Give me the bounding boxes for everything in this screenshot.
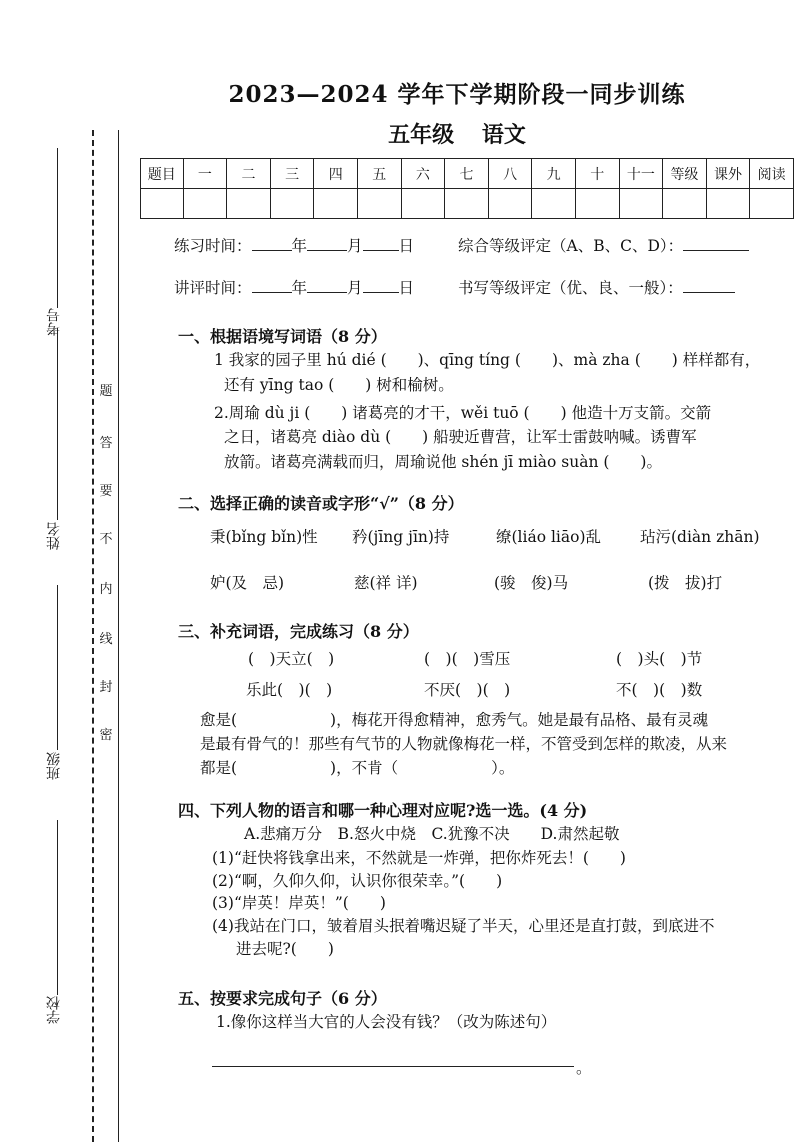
q2-choice[interactable]: 缭(liáo liāo)乱: [496, 528, 601, 546]
q3-idiom[interactable]: ( )头( )节: [616, 650, 703, 668]
q2-choice[interactable]: 矜(jīng jīn)持: [352, 528, 450, 546]
q2-choice[interactable]: 玷污(diàn zhān): [640, 528, 760, 546]
seal-char: 内: [99, 582, 113, 597]
q3-paragraph-line: 是最有骨气的！那些有气节的人物就像梅花一样，不管受到怎样的欺凌，从来: [200, 735, 728, 753]
score-header-cell: 五: [357, 159, 401, 189]
q4-options: A.悲痛万分 B.怒火中烧 C.犹豫不决 D.肃然起敬: [244, 825, 620, 843]
score-header-cell: 十: [575, 159, 619, 189]
practice-year-blank[interactable]: [252, 236, 292, 251]
seal-char: 密: [99, 728, 113, 743]
score-input-cell[interactable]: [750, 189, 794, 219]
seal-char: 答: [99, 436, 113, 451]
q4-item[interactable]: 进去呢?( ): [236, 940, 334, 958]
score-input-cell[interactable]: [706, 189, 750, 219]
q5-answer-line[interactable]: [212, 1066, 574, 1067]
q2-choice[interactable]: (骏 俊)马: [494, 574, 569, 592]
q5-item: 1.像你这样当大官的人会没有钱？（改为陈述句）: [216, 1013, 557, 1031]
exam-number-label: 考号: [46, 308, 62, 336]
q5-heading: 五、按要求完成句子（6 分）: [178, 989, 387, 1008]
grade-label: 五年级: [388, 122, 455, 148]
q2-choice[interactable]: 秉(bǐng bǐn)性: [210, 528, 318, 546]
score-table: [140, 158, 794, 219]
day-label: 日: [398, 237, 415, 255]
score-table-input-row: [141, 189, 794, 219]
review-day-blank[interactable]: [363, 278, 399, 293]
q2-choice[interactable]: 慈(祥 详): [354, 574, 418, 592]
writing-grade-row: [458, 276, 735, 298]
score-input-cell[interactable]: [141, 189, 184, 219]
name-blank[interactable]: [57, 328, 58, 520]
q4-heading: 四、下列人物的语言和哪一种心理对应呢?选一选。(4 分): [178, 801, 588, 820]
seal-char: 封: [99, 680, 113, 695]
score-input-cell[interactable]: [445, 189, 489, 219]
score-header-cell: 课外: [706, 159, 750, 189]
score-input-cell[interactable]: [488, 189, 532, 219]
score-input-cell[interactable]: [183, 189, 227, 219]
q4-item[interactable]: (2)“啊，久仰久仰，认识你很荣幸。”( ): [212, 872, 503, 890]
year-label: 年: [291, 237, 308, 255]
score-header-cell: 二: [227, 159, 271, 189]
seal-char: 要: [99, 484, 113, 499]
page-title: 2023—2024 学年下学期阶段一同步训练: [228, 81, 686, 108]
exam-number-blank[interactable]: [57, 148, 58, 308]
q4-item[interactable]: (1)“赶快将钱拿出来，不然就是一炸弹，把你炸死去！( ): [212, 849, 626, 867]
score-header-cell: 六: [401, 159, 445, 189]
q5-end-mark: 。: [576, 1059, 592, 1077]
cut-dashed-line: [92, 130, 94, 1142]
practice-month-blank[interactable]: [307, 236, 347, 251]
practice-time-row: [174, 234, 414, 256]
class-blank[interactable]: [57, 585, 58, 750]
month-label: 月: [347, 237, 363, 255]
q1-line: 之日，诸葛亮 diào dù ( ) 船驶近曹营，让军士雷鼓呐喊。诱曹军: [224, 428, 697, 446]
score-input-cell[interactable]: [619, 189, 663, 219]
q3-heading: 三、补充词语，完成练习（8 分）: [178, 622, 419, 641]
q3-idiom[interactable]: 乐此( )( ): [246, 681, 333, 699]
q2-choice[interactable]: 妒(及 忌): [210, 574, 285, 592]
writing-grade-blank[interactable]: [683, 278, 735, 293]
q2-heading: 二、选择正确的读音或字形“√”（8 分）: [178, 494, 464, 513]
month-label: 月: [347, 279, 363, 297]
score-header-cell: 四: [314, 159, 358, 189]
seal-solid-line: [118, 130, 119, 1142]
q3-idiom[interactable]: 不厌( )( ): [424, 681, 511, 699]
subject-label: 语文: [481, 122, 526, 148]
q4-item[interactable]: (4)我站在门口，皱着眉头抿着嘴迟疑了半天，心里还是直打鼓，到底进不: [212, 917, 715, 935]
q1-heading: 一、根据语境写词语（8 分）: [178, 327, 387, 346]
q3-idiom[interactable]: 不( )( )数: [616, 681, 703, 699]
writing-grade-label: 书写等级评定（优、良、一般）：: [458, 279, 683, 297]
practice-time-label: 练习时间：: [174, 237, 252, 255]
seal-char: 线: [99, 632, 113, 647]
q1-line: 1 我家的园子里 hú dié ( )、qīng tíng ( )、mà zha ( ) 样样都有，: [214, 351, 761, 369]
overall-grade-blank[interactable]: [683, 236, 749, 251]
score-header-cell: 三: [270, 159, 314, 189]
seal-char: 不: [99, 532, 113, 547]
score-input-cell[interactable]: [314, 189, 358, 219]
practice-day-blank[interactable]: [363, 236, 399, 251]
score-header-cell: 八: [488, 159, 532, 189]
score-input-cell[interactable]: [532, 189, 576, 219]
review-month-blank[interactable]: [307, 278, 347, 293]
binding-strip: [0, 60, 125, 1090]
review-year-blank[interactable]: [252, 278, 292, 293]
day-label: 日: [398, 279, 415, 297]
score-input-cell[interactable]: [575, 189, 619, 219]
overall-grade-label: 综合等级评定（A、B、C、D）：: [458, 237, 684, 255]
score-header-cell: 题目: [141, 159, 184, 189]
class-label: 班级: [46, 752, 62, 780]
overall-grade-row: [458, 234, 749, 256]
q3-paragraph-line: 愈是( )，梅花开得愈精神，愈秀气。她是最有品格、最有灵魂: [200, 711, 709, 729]
q3-paragraph-line: 都是( )，不肯（ ）。: [200, 759, 515, 777]
score-table-header-row: [141, 159, 794, 189]
score-input-cell[interactable]: [401, 189, 445, 219]
school-label: 学校: [46, 996, 62, 1024]
review-time-row: [174, 276, 414, 298]
seal-char: 题: [99, 384, 113, 399]
score-header-cell: 阅读: [750, 159, 794, 189]
score-input-cell[interactable]: [270, 189, 314, 219]
q3-idiom[interactable]: ( )天立( ): [248, 650, 335, 668]
year-label: 年: [291, 279, 308, 297]
q3-idiom[interactable]: ( )( )雪压: [424, 650, 511, 668]
score-header-cell: 一: [183, 159, 227, 189]
q1-line: 还有 yīng tao ( ) 树和榆树。: [224, 376, 454, 394]
score-header-cell: 等级: [663, 159, 707, 189]
school-blank[interactable]: [57, 820, 58, 995]
q4-item[interactable]: (3)“岸英！岸英！”( ): [212, 894, 386, 912]
q1-line: 放箭。诸葛亮满载而归，周瑜说他 shén jī miào suàn ( )。: [224, 453, 662, 471]
score-header-cell: 七: [445, 159, 489, 189]
name-label: 姓名: [46, 522, 62, 550]
score-input-cell[interactable]: [357, 189, 401, 219]
review-time-label: 讲评时间：: [174, 279, 252, 297]
score-input-cell[interactable]: [227, 189, 271, 219]
q2-choice[interactable]: (拨 拔)打: [648, 574, 723, 592]
score-input-cell[interactable]: [663, 189, 707, 219]
q1-line: 2.周瑜 dù ji ( ) 诸葛亮的才干，wěi tuō ( ) 他造十万支箭。交箭: [214, 404, 712, 422]
score-header-cell: 十一: [619, 159, 663, 189]
score-header-cell: 九: [532, 159, 576, 189]
page-subtitle: [120, 118, 794, 149]
